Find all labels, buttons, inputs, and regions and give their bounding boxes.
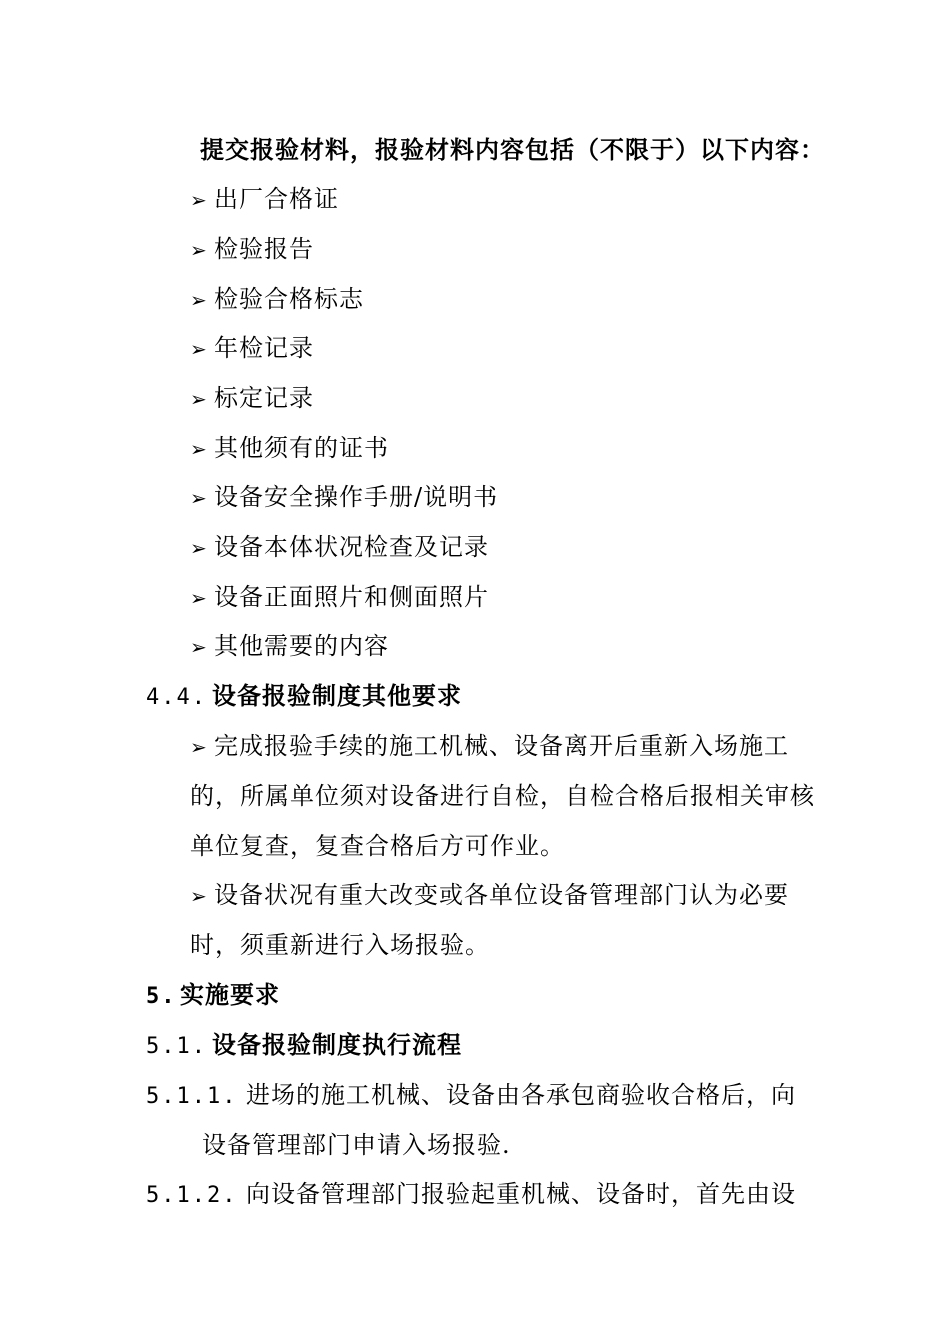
arrow-bullet-icon: ➢ [190,387,207,411]
clause-text: 向设备管理部门报验起重机械、设备时，首先由设 [246,1180,796,1208]
list-item-text: 检验报告 [214,235,314,263]
clause-number: 5.1.2. [146,1183,238,1208]
list-item [190,183,339,216]
arrow-bullet-icon: ➢ [190,635,207,659]
paragraph-line [190,730,789,763]
arrow-bullet-icon: ➢ [190,486,207,510]
paragraph-line [190,879,789,912]
paragraph-line: 的，所属单位须对设备进行自检，自检合格后报相关审核 [190,782,815,810]
list-item [190,233,314,266]
arrow-bullet-icon: ➢ [190,337,207,361]
clause-number: 5.1.1. [146,1084,238,1109]
list-item-text: 设备正面照片和侧面照片 [214,583,489,611]
arrow-bullet-icon: ➢ [190,586,207,610]
paragraph-text: 设备状况有重大改变或各单位设备管理部门认为必要 [214,881,789,909]
arrow-bullet-icon: ➢ [190,288,207,312]
arrow-bullet-icon: ➢ [190,884,207,908]
arrow-bullet-icon: ➢ [190,735,207,759]
section-4-4-heading [146,680,462,714]
arrow-bullet-icon: ➢ [190,437,207,461]
list-item [190,432,389,465]
list-item [190,382,314,415]
clause-5-1-1-line [146,1079,796,1113]
list-item [190,531,489,564]
section-5-heading [146,979,280,1013]
list-item [190,630,389,663]
list-item-text: 出厂合格证 [214,185,339,213]
arrow-bullet-icon: ➢ [190,188,207,212]
list-item [190,332,314,365]
list-item-text: 设备安全操作手册/说明书 [214,483,499,511]
arrow-bullet-icon: ➢ [190,536,207,560]
clause-text: 进场的施工机械、设备由各承包商验收合格后，向 [246,1081,796,1109]
arrow-bullet-icon: ➢ [190,238,207,262]
section-title: 设备报验制度执行流程 [212,1030,462,1059]
paragraph-line: 时，须重新进行入场报验。 [190,931,490,959]
list-item-text: 设备本体状况检查及记录 [214,533,489,561]
list-item-text: 其他须有的证书 [214,434,389,462]
list-item-text: 检验合格标志 [214,285,364,313]
paragraph-text: 完成报验手续的施工机械、设备离开后重新入场施工 [214,732,789,760]
section-number: 5. [146,984,177,1009]
intro-heading: 提交报验材料，报验材料内容包括（不限于）以下内容： [200,135,825,164]
paragraph-line: 单位复查，复查合格后方可作业。 [190,832,565,860]
list-item [190,581,489,614]
list-item-text: 年检记录 [214,334,314,362]
section-number: 5.1. [146,1034,207,1059]
clause-5-1-2-line [146,1178,796,1212]
list-item [190,481,498,514]
section-title: 实施要求 [180,980,280,1009]
clause-5-1-1-line: 设备管理部门申请入场报验. [202,1131,511,1159]
list-item-text: 其他需要的内容 [214,632,389,660]
list-item [190,283,364,316]
section-5-1-heading [146,1029,462,1063]
section-title: 设备报验制度其他要求 [212,681,462,710]
list-item-text: 标定记录 [214,384,314,412]
section-number: 4.4. [146,685,207,710]
